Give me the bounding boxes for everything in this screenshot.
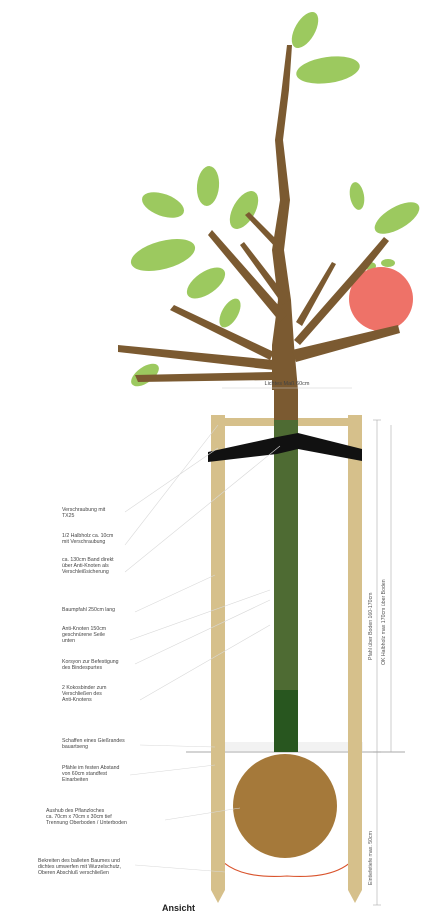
trunk-top	[274, 390, 298, 420]
vlabel-half-timber-height: OK Halbholz max 170cm über Boden	[381, 579, 387, 665]
main-trunk	[272, 45, 298, 390]
label-coconut-ties: 2 Kokosbinder zum Verschließen des Anti-Knotens	[62, 685, 107, 704]
vlabel-depth: Eintiefetiefe max. 50cm	[368, 831, 374, 885]
leaf	[370, 196, 423, 240]
leaf	[128, 233, 199, 277]
label-anti-knot: Anti-Knoten 150cm geschnürene Seile unten	[62, 626, 107, 645]
vlabel-stake-height: Pfahl über Boden 160-170cm	[368, 592, 374, 660]
root-ball	[233, 754, 337, 858]
leaf	[195, 165, 220, 207]
leaf	[215, 295, 245, 331]
label-stake-distance: Pfähle im festen Abstand von 60cm standfest Einarbeiten	[62, 765, 120, 784]
label-half-timber: 1/2 Halbholz ca. 10cm mit Verschraubung	[62, 533, 114, 546]
leaf	[182, 261, 231, 304]
crown-width-label: Lichtes Maß 60cm	[264, 381, 310, 387]
label-screw-fastening: Verschraubung mit TX25	[62, 507, 106, 520]
label-binding-fixing: Korsyon zur Befestigung des Bindespurtes	[62, 659, 119, 672]
tree-crown	[118, 45, 400, 390]
leaf	[139, 187, 188, 223]
label-root-protection: Bekreiten des balleten Baumes und dichtes umwerfen mit Wurzelschutz, Oberen Abschluß verschließen	[38, 858, 121, 877]
leaf	[381, 259, 395, 267]
label-stake-length: Baumpfahl 250cm lang	[62, 607, 116, 613]
label-excavation: Aushub des Pflanzloches ca. 70cm x 70cm x 30cm tief Trennung Oberboden / Unterboden	[46, 808, 127, 827]
left-stake	[211, 415, 225, 903]
right-stake	[348, 415, 362, 903]
label-watering-rim: Schaffen eines Gießrandes bauartseng	[62, 738, 125, 751]
leaf	[295, 53, 362, 88]
trunk-lower	[274, 690, 298, 752]
label-band-protection: ca. 130cm Band direkt über Anti-Knoten als Verschleißsicherung	[62, 557, 114, 576]
view-title: Ansicht	[162, 903, 196, 913]
leaf	[348, 181, 367, 211]
